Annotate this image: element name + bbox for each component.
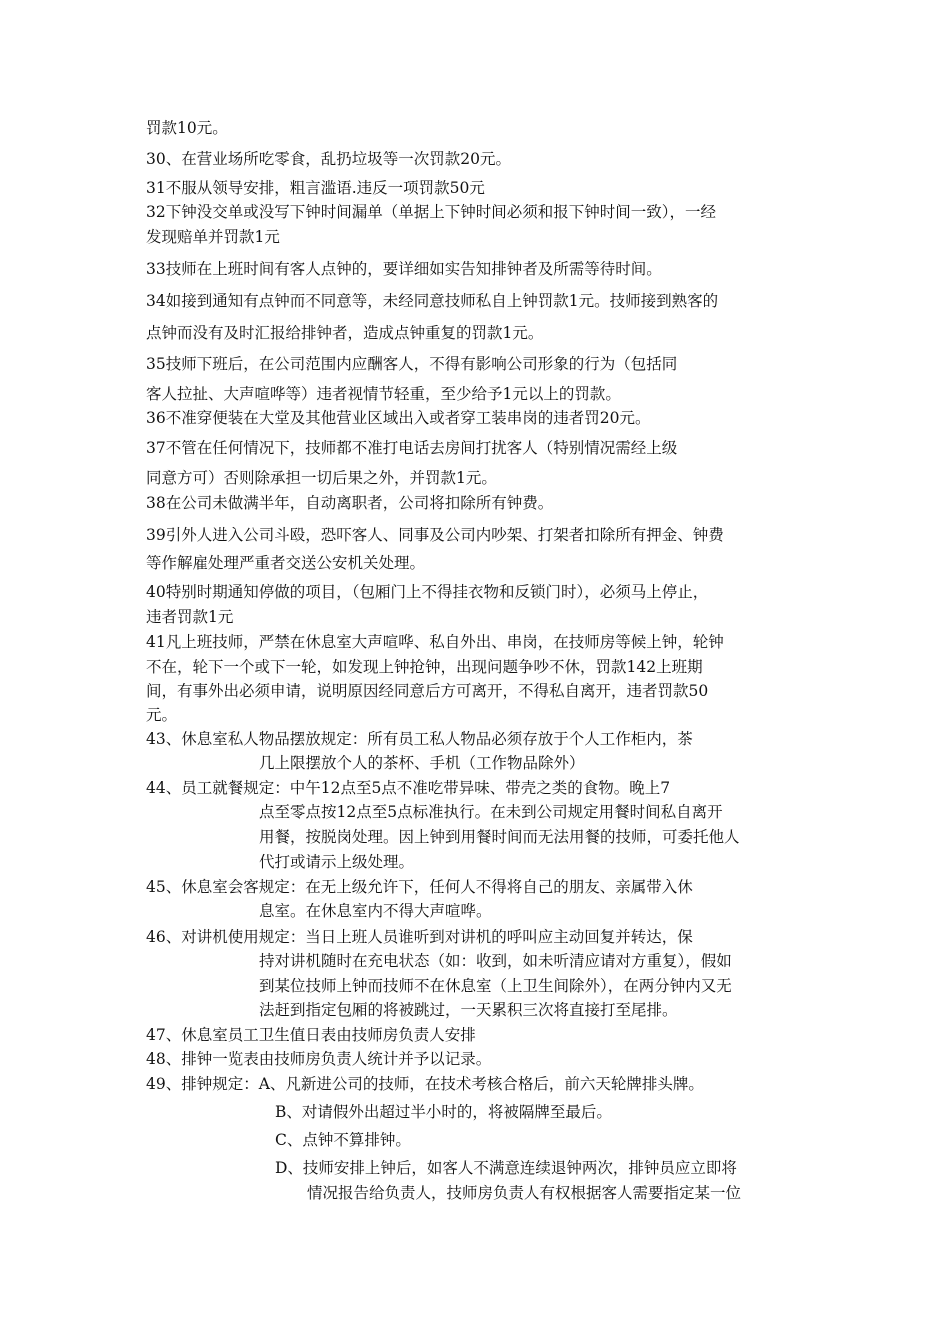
text-line: 45、休息室会客规定：在无上级允许下，任何人不得将自己的朋友、亲属带入休 <box>146 878 693 896</box>
text-line: 33技师在上班时间有客人点钟的，要详细如实告知排钟者及所需等待时间。 <box>146 260 662 278</box>
text-line: 35技师下班后，在公司范围内应酬客人，不得有影响公司形象的行为（包括同 <box>146 355 678 373</box>
text-line: B、对请假外出超过半小时的，将被隔牌至最后。 <box>275 1103 612 1121</box>
text-line: 同意方可）否则除承担一切后果之外，并罚款1元。 <box>146 469 497 487</box>
text-line: 47、休息室员工卫生值日表由技师房负责人安排 <box>146 1026 476 1044</box>
text-line: 点至零点按12点至5点标准执行。在未到公司规定用餐时间私自离开 <box>259 803 723 821</box>
text-line: 点钟而没有及时汇报给排钟者，造成点钟重复的罚款1元。 <box>146 324 544 342</box>
text-line: 30、在营业场所吃零食，乱扔垃圾等一次罚款20元。 <box>146 150 511 168</box>
text-line: 36不准穿便装在大堂及其他营业区域出入或者穿工装串岗的违者罚20元。 <box>146 409 651 427</box>
text-line: 39引外人进入公司斗殴，恐吓客人、同事及公司内吵架、打架者扣除所有押金、钟费 <box>146 526 724 544</box>
text-line: 到某位技师上钟而技师不在休息室（上卫生间除外），在两分钟内又无 <box>259 977 732 995</box>
text-line: 不在，轮下一个或下一轮，如发现上钟抢钟，出现问题争吵不休，罚款142上班期 <box>146 658 703 676</box>
text-line: 客人拉扯、大声喧哗等）违者视情节轻重，至少给予1元以上的罚款。 <box>146 385 621 403</box>
text-line: 持对讲机随时在充电状态（如：收到，如未听清应请对方重复），假如 <box>259 952 732 970</box>
text-line: 用餐，按脱岗处理。因上钟到用餐时间而无法用餐的技师，可委托他人 <box>259 828 740 846</box>
text-line: C、点钟不算排钟。 <box>275 1131 411 1149</box>
text-line: 代打或请示上级处理。 <box>259 853 415 871</box>
text-line: 48、排钟一览表由技师房负责人统计并予以记录。 <box>146 1050 492 1068</box>
text-line: 34如接到通知有点钟而不同意等，未经同意技师私自上钟罚款1元。技师接到熟客的 <box>146 292 719 310</box>
text-line: 49、排钟规定：A、凡新进公司的技师，在技术考核合格后，前六天轮牌排头牌。 <box>146 1075 704 1093</box>
text-line: 40特别时期通知停做的项目，（包厢门上不得挂衣物和反锁门时），必须马上停止， <box>146 583 709 601</box>
text-line: 46、对讲机使用规定：当日上班人员谁听到对讲机的呼叫应主动回复并转达，保 <box>146 928 693 946</box>
text-line: 38在公司未做满半年，自动离职者，公司将扣除所有钟费。 <box>146 494 554 512</box>
text-line: 间，有事外出必须申请，说明原因经同意后方可离开，不得私自离开，违者罚款50 <box>146 682 709 700</box>
text-line: 违者罚款1元 <box>146 608 234 626</box>
text-line: 发现赔单并罚款1元 <box>146 228 280 246</box>
text-line: 情况报告给负责人，技师房负责人有权根据客人需要指定某一位 <box>307 1184 742 1202</box>
text-line: 41凡上班技师，严禁在休息室大声喧哗、私自外出、串岗，在技师房等候上钟，轮钟 <box>146 633 724 651</box>
text-line: 37不管在任何情况下，技师都不准打电话去房间打扰客人（特别情况需经上级 <box>146 439 678 457</box>
text-line: 法赶到指定包厢的将被跳过，一天累积三次将直接打至尾排。 <box>259 1001 678 1019</box>
text-line: 31不服从领导安排，粗言滥语.违反一项罚款50元 <box>146 179 485 197</box>
text-line: 等作解雇处理严重者交送公安机关处理。 <box>146 554 426 572</box>
text-line: 几上限摆放个人的茶杯、手机（工作物品除外） <box>259 754 585 772</box>
text-line: 息室。在休息室内不得大声喧哗。 <box>259 902 492 920</box>
text-line: 32下钟没交单或没写下钟时间漏单（单据上下钟时间必须和报下钟时间一致），一经 <box>146 203 716 221</box>
text-line: 元。 <box>146 706 178 724</box>
text-line: 43、休息室私人物品摆放规定：所有员工私人物品必须存放于个人工作柜内，茶 <box>146 730 693 748</box>
text-line: 罚款10元。 <box>146 119 228 137</box>
text-line: D、技师安排上钟后，如客人不满意连续退钟两次，排钟员应立即将 <box>275 1159 737 1177</box>
text-line: 44、员工就餐规定：中午12点至5点不准吃带异味、带壳之类的食物。晚上7 <box>146 779 671 797</box>
